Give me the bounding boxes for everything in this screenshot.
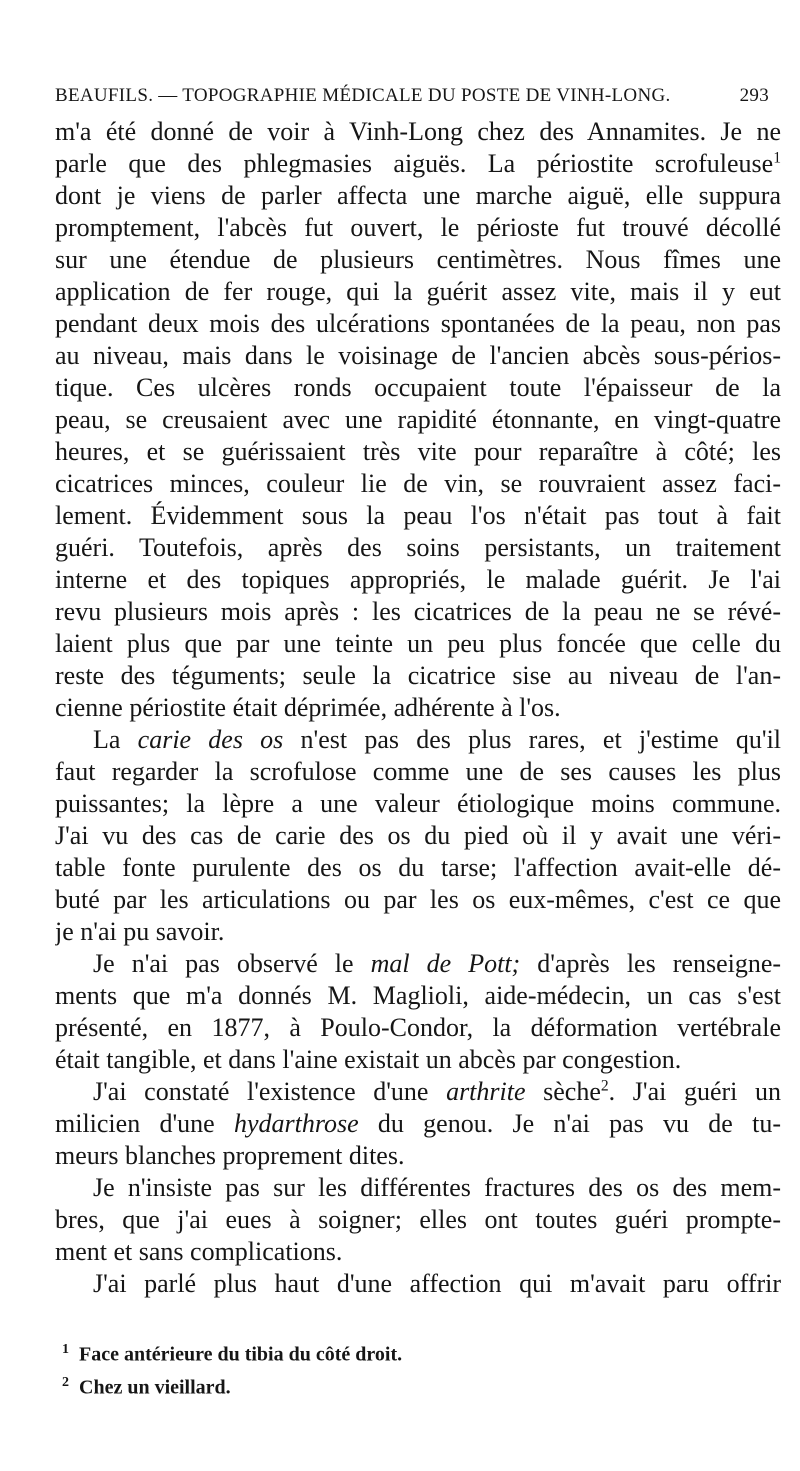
text-line: présenté, en 1877, à Poulo-Condor, la déformation vertébrale bbox=[55, 1013, 781, 1042]
text-line: interne et des topiques appropriés, le malade guérit. Je l'ai bbox=[55, 565, 781, 594]
text-line: promptement, l'abcès fut ouvert, le périoste fut trouvé décollé bbox=[55, 213, 781, 242]
text-line: parle que des phlegmasies aiguës. La périostite scrofuleuse$^1$ bbox=[55, 149, 781, 178]
footnote-text: Chez un vieillard. bbox=[79, 1376, 231, 1399]
text-line: faut regarder la scrofulose comme une de ses causes les plus bbox=[55, 757, 781, 786]
text-line: bres, que j'ai eues à soigner; elles ont toutes guéri prompte- bbox=[55, 1205, 781, 1234]
text-line: je n'ai pu savoir. bbox=[55, 917, 225, 946]
text-line: J'ai vu des cas de carie des os du pied où il y avait une véri- bbox=[55, 821, 781, 850]
text-line: milicien d'une hydarthrose du genou. Je n'ai pas vu de tu- bbox=[55, 1109, 781, 1138]
text-line: ments que m'a donnés M. Maglioli, aide-médecin, un cas s'est bbox=[55, 981, 781, 1010]
text-line: guéri. Toutefois, après des soins persistants, un traitement bbox=[55, 533, 781, 562]
text-line: laient plus que par une teinte un peu plus foncée que celle du bbox=[55, 629, 781, 658]
text-line: m'a été donné de voir à Vinh-Long chez des Annamites. Je ne bbox=[55, 117, 781, 146]
text-line: peau, se creusaient avec une rapidité étonnante, en vingt-quatre bbox=[55, 405, 781, 434]
footnote-mark: 2 bbox=[62, 1374, 69, 1390]
footnote-text: Face antérieure du tibia du côté droit. bbox=[79, 1343, 403, 1366]
text-line: dont je viens de parler affecta une marche aiguë, elle suppura bbox=[55, 181, 781, 210]
text-line: Je n'insiste pas sur les différentes fractures des os des mem- bbox=[93, 1173, 781, 1202]
footnote bbox=[62, 1336, 742, 1369]
running-title: BEAUFILS. — TOPOGRAPHIE MÉDICALE DU POSTE DE VINH-LONG. bbox=[55, 85, 671, 106]
text-line: sur une étendue de plusieurs centimètres. Nous fîmes une bbox=[55, 245, 781, 274]
text-line: puissantes; la lèpre a une valeur étiologique moins commune. bbox=[55, 789, 781, 818]
text-line: J'ai parlé plus haut d'une affection qui m'avait paru offrir bbox=[93, 1269, 781, 1298]
text-line: application de fer rouge, qui la guérit assez vite, mais il y eut bbox=[55, 277, 781, 306]
footnote-ref: 2 bbox=[600, 1077, 609, 1095]
text-line: reste des téguments; seule la cicatrice sise au niveau de l'an- bbox=[55, 661, 781, 690]
footnote bbox=[62, 1369, 742, 1402]
text-line: heures, et se guérissaient très vite pour reparaître à côté; les bbox=[55, 437, 781, 466]
text-line: cienne périostite était déprimée, adhérente à l'os. bbox=[55, 693, 561, 722]
footnote-mark: 1 bbox=[62, 1342, 69, 1357]
text-line: La carie des os n'est pas des plus rares, et j'estime qu'il bbox=[93, 725, 781, 754]
footnotes bbox=[62, 1336, 742, 1401]
text-line: Je n'ai pas observé le mal de Pott; d'après les renseigne- bbox=[93, 949, 781, 978]
text-line: J'ai constaté l'existence d'une arthrite sèche$^2$. J'ai guéri un bbox=[93, 1077, 781, 1106]
text-line: était tangible, et dans l'aine existait un abcès par congestion. bbox=[55, 1045, 682, 1074]
text-line: cicatrices minces, couleur lie de vin, se rouvraient assez faci- bbox=[55, 469, 781, 498]
footnote-ref: 1 bbox=[773, 149, 781, 167]
italic-term: hydarthrose bbox=[233, 1109, 359, 1138]
italic-term: mal de Pott; bbox=[370, 949, 521, 978]
text-line: pendant deux mois des ulcérations spontanées de la peau, non pas bbox=[55, 309, 781, 338]
body-text bbox=[55, 116, 781, 1300]
running-header bbox=[55, 76, 781, 116]
text-line: table fonte purulente des os du tarse; l'affection avait-elle dé- bbox=[55, 853, 781, 882]
text-line: buté par les articulations ou par les os eux-mêmes, c'est ce que bbox=[55, 885, 781, 914]
page-number: 293 bbox=[739, 85, 769, 106]
text-line: au niveau, mais dans le voisinage de l'ancien abcès sous-périos- bbox=[55, 341, 781, 370]
italic-term: carie des os bbox=[137, 725, 284, 754]
page bbox=[55, 76, 781, 1300]
text-line: revu plusieurs mois après : les cicatrices de la peau ne se révé- bbox=[55, 597, 781, 626]
text-line: tique. Ces ulcères ronds occupaient toute l'épaisseur de la bbox=[55, 373, 781, 402]
text-line: meurs blanches proprement dites. bbox=[55, 1141, 405, 1170]
text-line: lement. Évidemment sous la peau l'os n'était pas tout à fait bbox=[55, 501, 781, 530]
italic-term: arthrite bbox=[446, 1077, 526, 1106]
text-line: ment et sans complications. bbox=[55, 1237, 343, 1266]
